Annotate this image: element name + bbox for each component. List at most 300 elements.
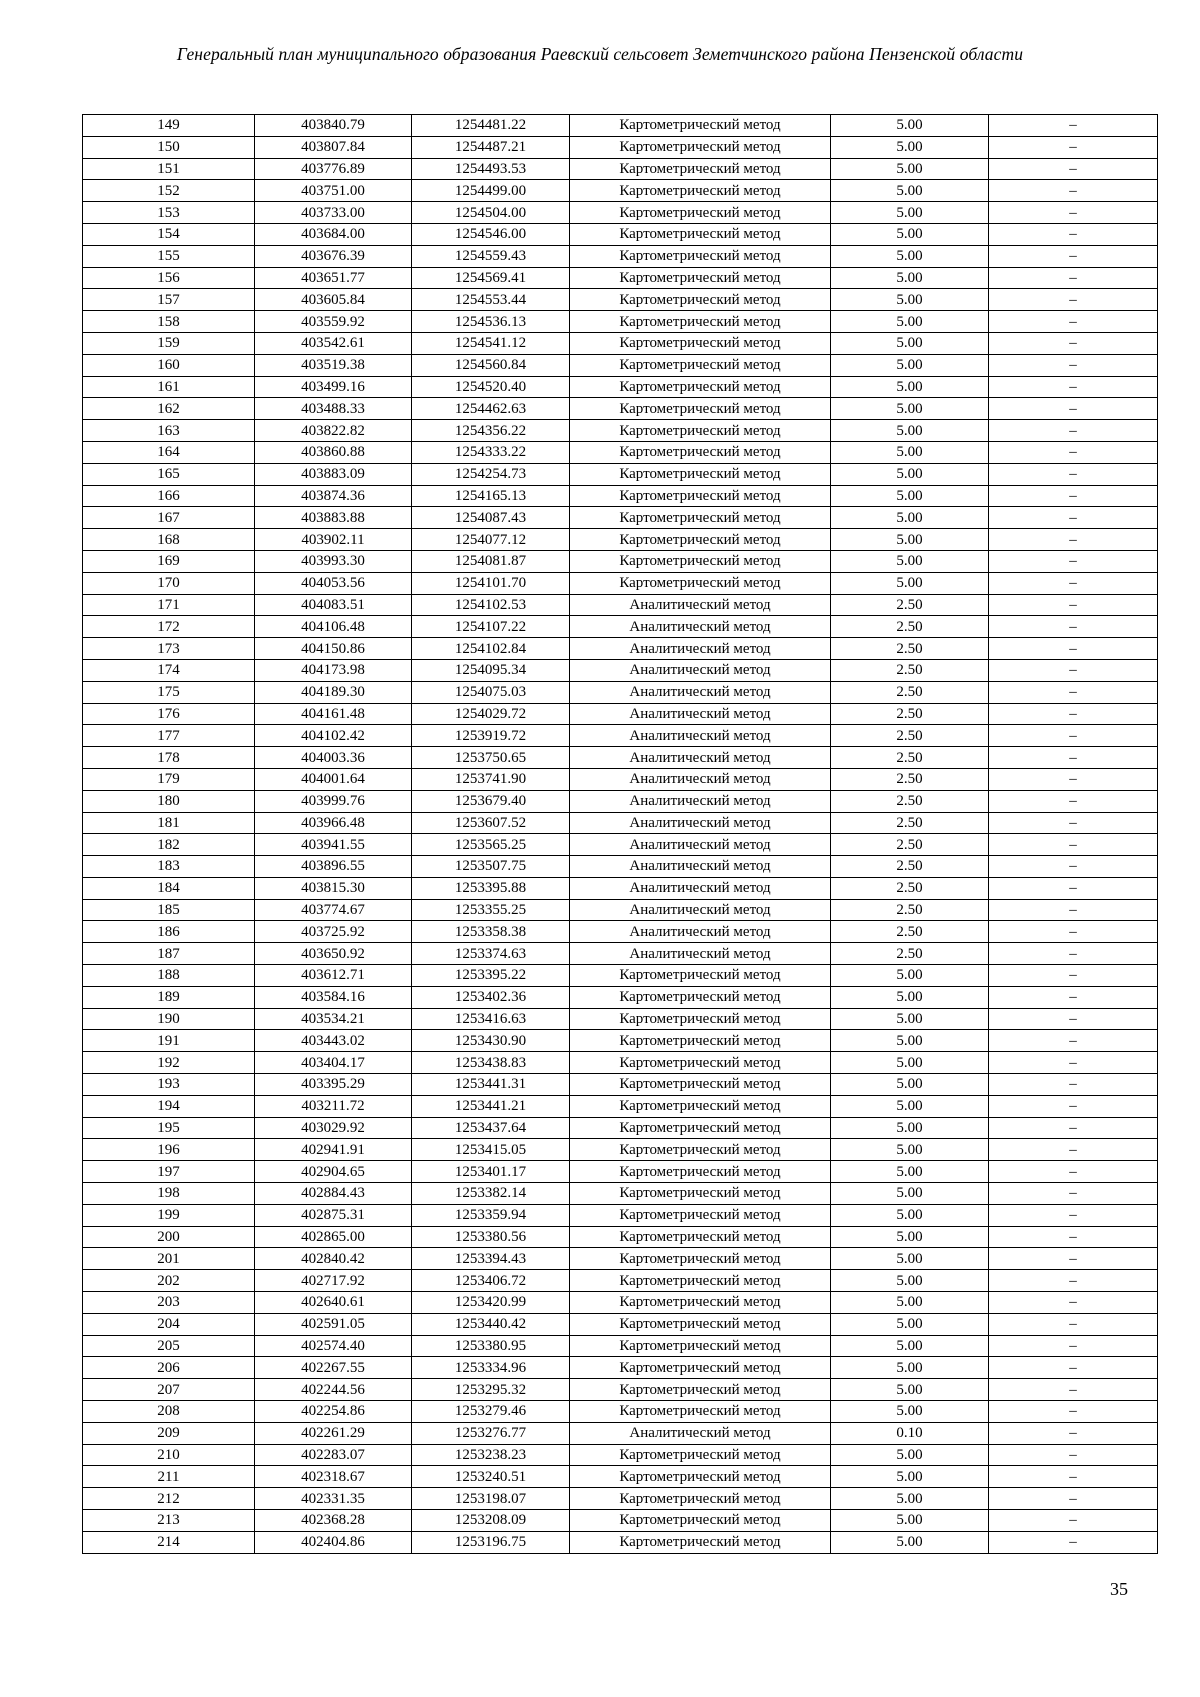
point-number-cell: 203 (83, 1292, 255, 1314)
method-cell: Картометрический метод (570, 1074, 831, 1096)
point-number-cell: 168 (83, 529, 255, 551)
y-coordinate-cell: 1253295.32 (412, 1379, 570, 1401)
note-cell: – (989, 1357, 1158, 1379)
x-coordinate-cell: 403902.11 (255, 529, 412, 551)
x-coordinate-cell: 402261.29 (255, 1422, 412, 1444)
y-coordinate-cell: 1254333.22 (412, 441, 570, 463)
note-cell: – (989, 1510, 1158, 1532)
table-row (83, 616, 1158, 638)
accuracy-cell: 2.50 (831, 921, 989, 943)
y-coordinate-cell: 1254520.40 (412, 376, 570, 398)
table-row (83, 768, 1158, 790)
y-coordinate-cell: 1253382.14 (412, 1183, 570, 1205)
note-cell: – (989, 1531, 1158, 1553)
accuracy-cell: 5.00 (831, 1052, 989, 1074)
note-cell: – (989, 856, 1158, 878)
note-cell: – (989, 1139, 1158, 1161)
x-coordinate-cell: 402640.61 (255, 1292, 412, 1314)
x-coordinate-cell: 403822.82 (255, 420, 412, 442)
accuracy-cell: 2.50 (831, 594, 989, 616)
accuracy-cell: 5.00 (831, 158, 989, 180)
note-cell: – (989, 1117, 1158, 1139)
point-number-cell: 174 (83, 659, 255, 681)
x-coordinate-cell: 402283.07 (255, 1444, 412, 1466)
y-coordinate-cell: 1253196.75 (412, 1531, 570, 1553)
method-cell: Картометрический метод (570, 550, 831, 572)
method-cell: Картометрический метод (570, 1510, 831, 1532)
accuracy-cell: 0.10 (831, 1422, 989, 1444)
x-coordinate-cell: 404003.36 (255, 747, 412, 769)
y-coordinate-cell: 1254559.43 (412, 245, 570, 267)
note-cell: – (989, 115, 1158, 137)
accuracy-cell: 5.00 (831, 507, 989, 529)
note-cell: – (989, 550, 1158, 572)
point-number-cell: 206 (83, 1357, 255, 1379)
method-cell: Картометрический метод (570, 1139, 831, 1161)
x-coordinate-cell: 403650.92 (255, 943, 412, 965)
table-row (83, 834, 1158, 856)
y-coordinate-cell: 1253741.90 (412, 768, 570, 790)
method-cell: Картометрический метод (570, 1248, 831, 1270)
x-coordinate-cell: 403733.00 (255, 202, 412, 224)
note-cell: – (989, 441, 1158, 463)
point-number-cell: 213 (83, 1510, 255, 1532)
note-cell: – (989, 768, 1158, 790)
y-coordinate-cell: 1253198.07 (412, 1488, 570, 1510)
accuracy-cell: 5.00 (831, 202, 989, 224)
note-cell: – (989, 1161, 1158, 1183)
note-cell: – (989, 943, 1158, 965)
method-cell: Картометрический метод (570, 1444, 831, 1466)
method-cell: Картометрический метод (570, 376, 831, 398)
point-number-cell: 197 (83, 1161, 255, 1183)
y-coordinate-cell: 1253416.63 (412, 1008, 570, 1030)
x-coordinate-cell: 403999.76 (255, 790, 412, 812)
method-cell: Картометрический метод (570, 441, 831, 463)
method-cell: Картометрический метод (570, 245, 831, 267)
method-cell: Картометрический метод (570, 1292, 831, 1314)
x-coordinate-cell: 403029.92 (255, 1117, 412, 1139)
method-cell: Аналитический метод (570, 681, 831, 703)
table-row (83, 965, 1158, 987)
table-row (83, 507, 1158, 529)
point-number-cell: 190 (83, 1008, 255, 1030)
note-cell: – (989, 790, 1158, 812)
accuracy-cell: 5.00 (831, 1117, 989, 1139)
x-coordinate-cell: 404173.98 (255, 659, 412, 681)
point-number-cell: 179 (83, 768, 255, 790)
x-coordinate-cell: 403443.02 (255, 1030, 412, 1052)
table-row (83, 790, 1158, 812)
method-cell: Картометрический метод (570, 1335, 831, 1357)
point-number-cell: 184 (83, 877, 255, 899)
y-coordinate-cell: 1254546.00 (412, 223, 570, 245)
y-coordinate-cell: 1253208.09 (412, 1510, 570, 1532)
y-coordinate-cell: 1254075.03 (412, 681, 570, 703)
point-number-cell: 195 (83, 1117, 255, 1139)
x-coordinate-cell: 403993.30 (255, 550, 412, 572)
y-coordinate-cell: 1253402.36 (412, 986, 570, 1008)
accuracy-cell: 5.00 (831, 1357, 989, 1379)
point-number-cell: 157 (83, 289, 255, 311)
accuracy-cell: 5.00 (831, 572, 989, 594)
note-cell: – (989, 1052, 1158, 1074)
table-row (83, 398, 1158, 420)
y-coordinate-cell: 1254101.70 (412, 572, 570, 594)
table-row (83, 1488, 1158, 1510)
note-cell: – (989, 638, 1158, 660)
accuracy-cell: 5.00 (831, 463, 989, 485)
method-cell: Аналитический метод (570, 921, 831, 943)
note-cell: – (989, 812, 1158, 834)
note-cell: – (989, 485, 1158, 507)
method-cell: Аналитический метод (570, 899, 831, 921)
x-coordinate-cell: 404189.30 (255, 681, 412, 703)
accuracy-cell: 2.50 (831, 856, 989, 878)
y-coordinate-cell: 1254102.53 (412, 594, 570, 616)
y-coordinate-cell: 1253276.77 (412, 1422, 570, 1444)
x-coordinate-cell: 402254.86 (255, 1401, 412, 1423)
table-row (83, 463, 1158, 485)
accuracy-cell: 5.00 (831, 311, 989, 333)
table-row (83, 1335, 1158, 1357)
method-cell: Аналитический метод (570, 747, 831, 769)
note-cell: – (989, 1422, 1158, 1444)
accuracy-cell: 5.00 (831, 354, 989, 376)
table-row (83, 223, 1158, 245)
note-cell: – (989, 1401, 1158, 1423)
method-cell: Аналитический метод (570, 616, 831, 638)
accuracy-cell: 5.00 (831, 136, 989, 158)
table-row (83, 289, 1158, 311)
y-coordinate-cell: 1253401.17 (412, 1161, 570, 1183)
point-number-cell: 152 (83, 180, 255, 202)
accuracy-cell: 5.00 (831, 1095, 989, 1117)
point-number-cell: 178 (83, 747, 255, 769)
x-coordinate-cell: 403612.71 (255, 965, 412, 987)
point-number-cell: 191 (83, 1030, 255, 1052)
table-row (83, 638, 1158, 660)
y-coordinate-cell: 1253380.56 (412, 1226, 570, 1248)
accuracy-cell: 5.00 (831, 1335, 989, 1357)
note-cell: – (989, 877, 1158, 899)
table-row (83, 1379, 1158, 1401)
y-coordinate-cell: 1253438.83 (412, 1052, 570, 1074)
method-cell: Картометрический метод (570, 572, 831, 594)
method-cell: Картометрический метод (570, 180, 831, 202)
x-coordinate-cell: 404161.48 (255, 703, 412, 725)
method-cell: Картометрический метод (570, 289, 831, 311)
accuracy-cell: 5.00 (831, 245, 989, 267)
accuracy-cell: 5.00 (831, 1183, 989, 1205)
y-coordinate-cell: 1254487.21 (412, 136, 570, 158)
method-cell: Картометрический метод (570, 965, 831, 987)
method-cell: Аналитический метод (570, 856, 831, 878)
point-number-cell: 163 (83, 420, 255, 442)
accuracy-cell: 5.00 (831, 1030, 989, 1052)
point-number-cell: 151 (83, 158, 255, 180)
table-row (83, 1270, 1158, 1292)
method-cell: Картометрический метод (570, 1095, 831, 1117)
x-coordinate-cell: 402884.43 (255, 1183, 412, 1205)
accuracy-cell: 5.00 (831, 180, 989, 202)
accuracy-cell: 2.50 (831, 812, 989, 834)
point-number-cell: 181 (83, 812, 255, 834)
table-row (83, 1074, 1158, 1096)
table-row (83, 812, 1158, 834)
note-cell: – (989, 703, 1158, 725)
note-cell: – (989, 899, 1158, 921)
x-coordinate-cell: 403395.29 (255, 1074, 412, 1096)
point-number-cell: 211 (83, 1466, 255, 1488)
point-number-cell: 161 (83, 376, 255, 398)
note-cell: – (989, 180, 1158, 202)
point-number-cell: 175 (83, 681, 255, 703)
method-cell: Аналитический метод (570, 1422, 831, 1444)
accuracy-cell: 2.50 (831, 681, 989, 703)
y-coordinate-cell: 1254081.87 (412, 550, 570, 572)
x-coordinate-cell: 403874.36 (255, 485, 412, 507)
y-coordinate-cell: 1254504.00 (412, 202, 570, 224)
table-row (83, 1095, 1158, 1117)
accuracy-cell: 5.00 (831, 986, 989, 1008)
point-number-cell: 150 (83, 136, 255, 158)
point-number-cell: 154 (83, 223, 255, 245)
method-cell: Картометрический метод (570, 1270, 831, 1292)
x-coordinate-cell: 402244.56 (255, 1379, 412, 1401)
point-number-cell: 156 (83, 267, 255, 289)
accuracy-cell: 5.00 (831, 1444, 989, 1466)
method-cell: Картометрический метод (570, 986, 831, 1008)
point-number-cell: 209 (83, 1422, 255, 1444)
accuracy-cell: 5.00 (831, 267, 989, 289)
x-coordinate-cell: 403488.33 (255, 398, 412, 420)
point-number-cell: 171 (83, 594, 255, 616)
table-row (83, 594, 1158, 616)
x-coordinate-cell: 403605.84 (255, 289, 412, 311)
point-number-cell: 200 (83, 1226, 255, 1248)
table-row (83, 725, 1158, 747)
y-coordinate-cell: 1254569.41 (412, 267, 570, 289)
note-cell: – (989, 1270, 1158, 1292)
x-coordinate-cell: 402318.67 (255, 1466, 412, 1488)
y-coordinate-cell: 1254165.13 (412, 485, 570, 507)
table-row (83, 1204, 1158, 1226)
table-row (83, 877, 1158, 899)
accuracy-cell: 5.00 (831, 398, 989, 420)
method-cell: Картометрический метод (570, 1204, 831, 1226)
accuracy-cell: 2.50 (831, 768, 989, 790)
point-number-cell: 188 (83, 965, 255, 987)
x-coordinate-cell: 402331.35 (255, 1488, 412, 1510)
x-coordinate-cell: 402404.86 (255, 1531, 412, 1553)
y-coordinate-cell: 1254095.34 (412, 659, 570, 681)
table-row (83, 376, 1158, 398)
point-number-cell: 153 (83, 202, 255, 224)
note-cell: – (989, 507, 1158, 529)
point-number-cell: 192 (83, 1052, 255, 1074)
table-row (83, 420, 1158, 442)
note-cell: – (989, 986, 1158, 1008)
y-coordinate-cell: 1253607.52 (412, 812, 570, 834)
accuracy-cell: 2.50 (831, 834, 989, 856)
method-cell: Картометрический метод (570, 332, 831, 354)
point-number-cell: 165 (83, 463, 255, 485)
point-number-cell: 205 (83, 1335, 255, 1357)
point-number-cell: 186 (83, 921, 255, 943)
note-cell: – (989, 332, 1158, 354)
table-row (83, 747, 1158, 769)
accuracy-cell: 2.50 (831, 747, 989, 769)
y-coordinate-cell: 1253440.42 (412, 1313, 570, 1335)
accuracy-cell: 5.00 (831, 1488, 989, 1510)
note-cell: – (989, 529, 1158, 551)
note-cell: – (989, 463, 1158, 485)
note-cell: – (989, 659, 1158, 681)
method-cell: Картометрический метод (570, 223, 831, 245)
accuracy-cell: 2.50 (831, 877, 989, 899)
point-number-cell: 177 (83, 725, 255, 747)
y-coordinate-cell: 1254029.72 (412, 703, 570, 725)
method-cell: Аналитический метод (570, 943, 831, 965)
x-coordinate-cell: 403751.00 (255, 180, 412, 202)
point-number-cell: 201 (83, 1248, 255, 1270)
accuracy-cell: 2.50 (831, 790, 989, 812)
note-cell: – (989, 1335, 1158, 1357)
table-row (83, 1030, 1158, 1052)
accuracy-cell: 5.00 (831, 1139, 989, 1161)
table-row (83, 1161, 1158, 1183)
note-cell: – (989, 965, 1158, 987)
accuracy-cell: 5.00 (831, 1008, 989, 1030)
method-cell: Картометрический метод (570, 1379, 831, 1401)
table-row (83, 1139, 1158, 1161)
x-coordinate-cell: 403542.61 (255, 332, 412, 354)
note-cell: – (989, 289, 1158, 311)
x-coordinate-cell: 402865.00 (255, 1226, 412, 1248)
accuracy-cell: 5.00 (831, 550, 989, 572)
note-cell: – (989, 1313, 1158, 1335)
x-coordinate-cell: 403651.77 (255, 267, 412, 289)
accuracy-cell: 5.00 (831, 1270, 989, 1292)
y-coordinate-cell: 1253395.88 (412, 877, 570, 899)
y-coordinate-cell: 1253437.64 (412, 1117, 570, 1139)
y-coordinate-cell: 1253750.65 (412, 747, 570, 769)
y-coordinate-cell: 1254553.44 (412, 289, 570, 311)
note-cell: – (989, 136, 1158, 158)
x-coordinate-cell: 404083.51 (255, 594, 412, 616)
point-number-cell: 214 (83, 1531, 255, 1553)
note-cell: – (989, 834, 1158, 856)
accuracy-cell: 5.00 (831, 223, 989, 245)
accuracy-cell: 5.00 (831, 1074, 989, 1096)
x-coordinate-cell: 403896.55 (255, 856, 412, 878)
note-cell: – (989, 1095, 1158, 1117)
note-cell: – (989, 921, 1158, 943)
note-cell: – (989, 1008, 1158, 1030)
x-coordinate-cell: 403584.16 (255, 986, 412, 1008)
method-cell: Картометрический метод (570, 1117, 831, 1139)
table-row (83, 311, 1158, 333)
point-number-cell: 208 (83, 1401, 255, 1423)
x-coordinate-cell: 402591.05 (255, 1313, 412, 1335)
point-number-cell: 207 (83, 1379, 255, 1401)
table-row (83, 245, 1158, 267)
x-coordinate-cell: 403815.30 (255, 877, 412, 899)
point-number-cell: 172 (83, 616, 255, 638)
table-row (83, 1422, 1158, 1444)
accuracy-cell: 5.00 (831, 1401, 989, 1423)
method-cell: Картометрический метод (570, 1531, 831, 1553)
table-row (83, 1226, 1158, 1248)
table-row (83, 1401, 1158, 1423)
x-coordinate-cell: 402368.28 (255, 1510, 412, 1532)
y-coordinate-cell: 1253380.95 (412, 1335, 570, 1357)
table-row (83, 681, 1158, 703)
y-coordinate-cell: 1254087.43 (412, 507, 570, 529)
note-cell: – (989, 376, 1158, 398)
table-row (83, 267, 1158, 289)
point-number-cell: 167 (83, 507, 255, 529)
note-cell: – (989, 1444, 1158, 1466)
method-cell: Картометрический метод (570, 529, 831, 551)
x-coordinate-cell: 403684.00 (255, 223, 412, 245)
accuracy-cell: 5.00 (831, 1292, 989, 1314)
page-number: 35 (1110, 1579, 1128, 1599)
method-cell: Аналитический метод (570, 834, 831, 856)
x-coordinate-cell: 402840.42 (255, 1248, 412, 1270)
method-cell: Картометрический метод (570, 158, 831, 180)
x-coordinate-cell: 403941.55 (255, 834, 412, 856)
method-cell: Картометрический метод (570, 1226, 831, 1248)
x-coordinate-cell: 402574.40 (255, 1335, 412, 1357)
x-coordinate-cell: 403966.48 (255, 812, 412, 834)
x-coordinate-cell: 402717.92 (255, 1270, 412, 1292)
table-row (83, 1117, 1158, 1139)
point-number-cell: 170 (83, 572, 255, 594)
point-number-cell: 169 (83, 550, 255, 572)
x-coordinate-cell: 403883.88 (255, 507, 412, 529)
x-coordinate-cell: 404150.86 (255, 638, 412, 660)
note-cell: – (989, 420, 1158, 442)
y-coordinate-cell: 1253355.25 (412, 899, 570, 921)
x-coordinate-cell: 403774.67 (255, 899, 412, 921)
accuracy-cell: 5.00 (831, 289, 989, 311)
method-cell: Картометрический метод (570, 463, 831, 485)
point-number-cell: 204 (83, 1313, 255, 1335)
method-cell: Картометрический метод (570, 420, 831, 442)
y-coordinate-cell: 1254493.53 (412, 158, 570, 180)
x-coordinate-cell: 402941.91 (255, 1139, 412, 1161)
table-row (83, 1052, 1158, 1074)
y-coordinate-cell: 1254536.13 (412, 311, 570, 333)
coordinates-table-body (83, 115, 1158, 1554)
method-cell: Картометрический метод (570, 1161, 831, 1183)
point-number-cell: 196 (83, 1139, 255, 1161)
accuracy-cell: 5.00 (831, 965, 989, 987)
note-cell: – (989, 1248, 1158, 1270)
note-cell: – (989, 267, 1158, 289)
table-row (83, 180, 1158, 202)
method-cell: Картометрический метод (570, 507, 831, 529)
point-number-cell: 185 (83, 899, 255, 921)
y-coordinate-cell: 1254077.12 (412, 529, 570, 551)
table-row (83, 1444, 1158, 1466)
table-row (83, 659, 1158, 681)
y-coordinate-cell: 1253406.72 (412, 1270, 570, 1292)
note-cell: – (989, 725, 1158, 747)
note-cell: – (989, 245, 1158, 267)
